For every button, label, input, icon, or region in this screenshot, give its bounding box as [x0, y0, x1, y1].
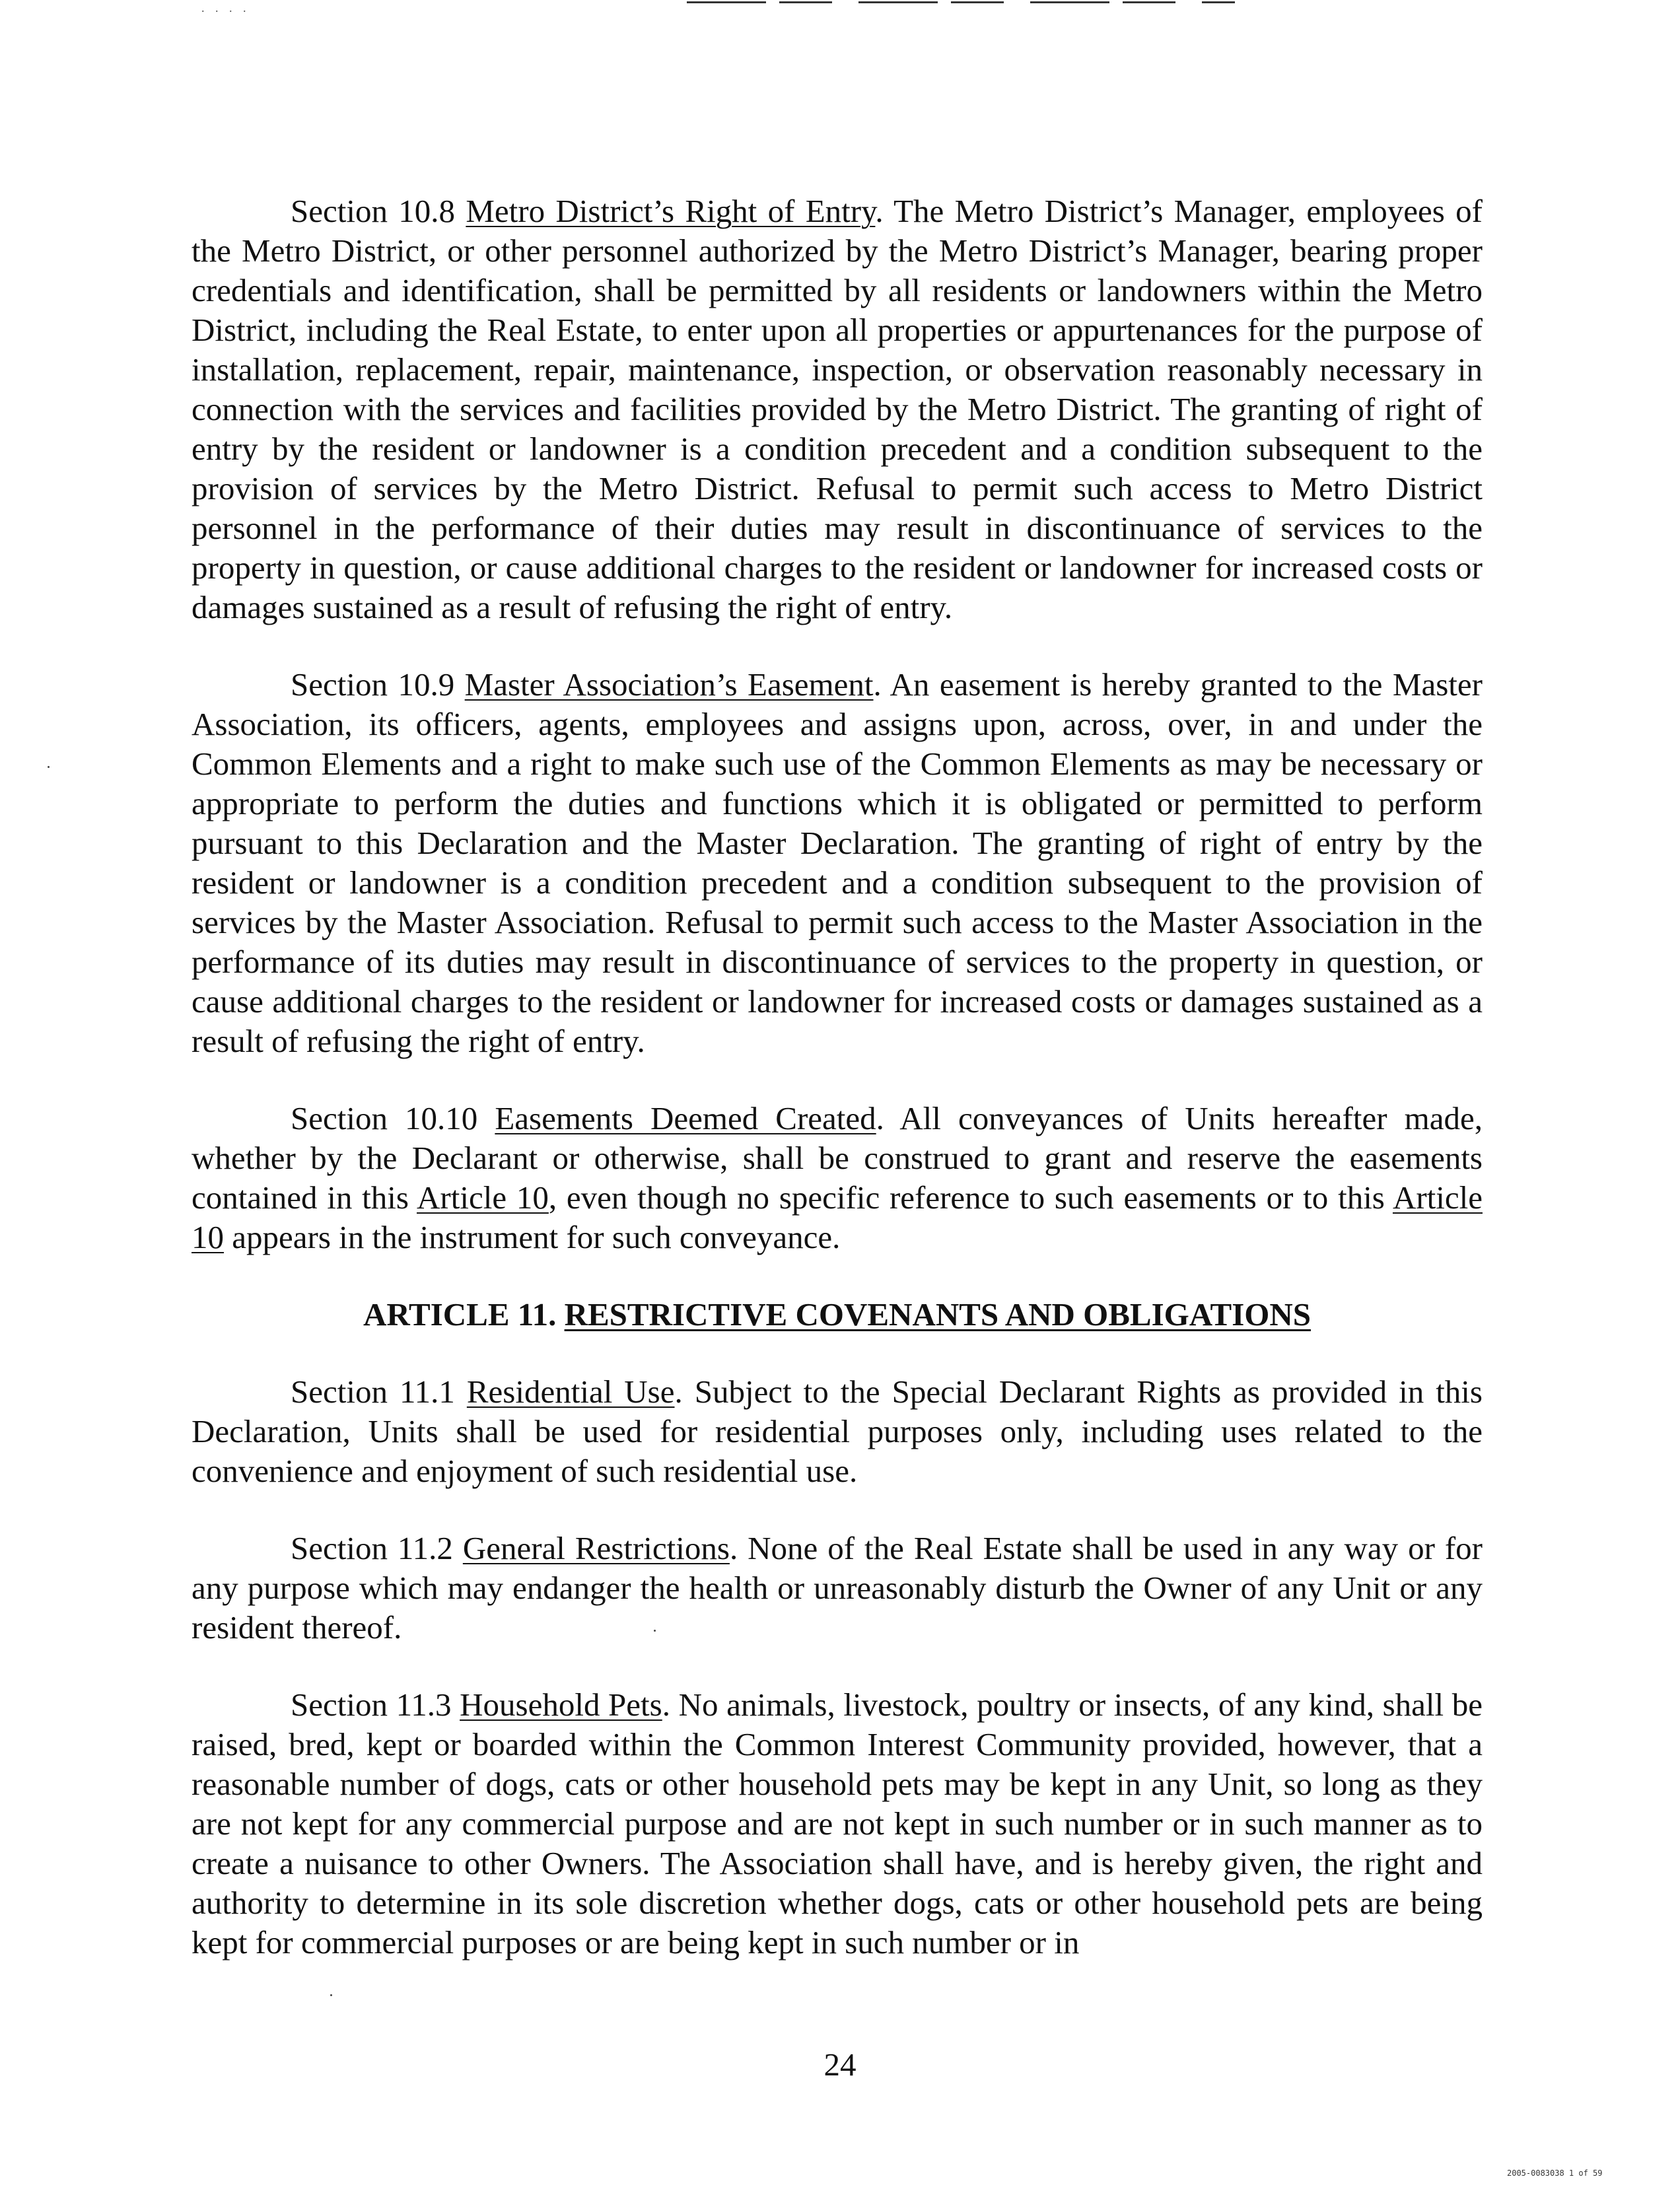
- document-body: [192, 191, 1483, 2000]
- section-11-1-title: Residential Use: [466, 1373, 675, 1410]
- section-11-1-body: . Subject to the Special Declarant Rights as provided in this Declaration, Units shall be used for residential purposes only, including uses related to the convenience and enjoyment of such residential use.: [192, 1373, 1483, 1489]
- scan-speck: [654, 1630, 656, 1632]
- section-10-9-title: Master Association’s Easement: [464, 666, 874, 703]
- section-10-10-body-1: . All conveyances of Units hereafter made, whether by the Declarant or otherwise, shall be construed to grant and reserve the easements contained in this: [192, 1100, 1483, 1216]
- scan-artifact-rule: [687, 1, 1235, 3]
- section-10-10: [192, 1099, 1483, 1257]
- section-10-8: [192, 191, 1483, 627]
- page-number: 24: [823, 2046, 857, 2083]
- section-11-3-title: Household Pets: [460, 1686, 662, 1723]
- scan-speck: [330, 1994, 332, 1996]
- recording-stamp: 2005-0083038 1 of 59: [1507, 2169, 1603, 2178]
- section-10-10-body-3: appears in the instrument for such conveyance.: [224, 1219, 841, 1255]
- section-10-9-body: . An easement is hereby granted to the Master Association, its officers, agents, employees and assigns upon, across, over, in and under the Common Elements and a right to make such use of the Common Elements as may be necessary or appropriate to perform the duties and functions which it is obligated or permitted to perform pursuant to this Declaration and the Master Declaration. The granting of right of entry by the resident or landowner is a condition precedent and a condition subsequent to the provision of services by the Master Association. Refusal to permit such access to the Master Association in the performance of its duties may result in discontinuance of services to the property in question, or cause additional charges to the resident or landowner for increased costs or damages sustained as a result of refusing the right of entry.: [192, 666, 1483, 1059]
- article-10-reference: Article 10: [417, 1179, 549, 1216]
- section-11-2-body: . None of the Real Estate shall be used in any way or for any purpose which may endanger the health or unreasonably disturb the Owner of any Unit or any resident thereof.: [192, 1530, 1483, 1646]
- section-10-8-prefix: Section 10.8: [291, 193, 466, 229]
- section-11-2: [192, 1529, 1483, 1648]
- article-11-prefix: ARTICLE 11.: [363, 1296, 565, 1333]
- section-10-8-title: Metro District’s Right of Entry: [466, 193, 876, 229]
- article-11-title: RESTRICTIVE COVENANTS AND OBLIGATIONS: [564, 1296, 1312, 1333]
- article-11-heading: [192, 1295, 1483, 1335]
- section-10-10-title: Easements Deemed Created: [495, 1100, 876, 1136]
- scan-speck: [48, 766, 50, 768]
- section-11-3-body: . No animals, livestock, poultry or insects, of any kind, shall be raised, bred, kept or boarded within the Common Interest Community provided, however, that a reasonable number of dogs, cats or other household pets may be kept in any Unit, so long as they are not kept for any commercial purpose and are not kept in such number or in such manner as to create a nuisance to other Owners. The Association shall have, and is hereby given, the right and authority to determine in its sole discretion whether dogs, cats or other household pets are being kept for commercial purposes or are being kept in such number or in: [192, 1686, 1483, 1961]
- section-11-3-prefix: Section 11.3: [291, 1686, 460, 1723]
- section-11-2-title: General Restrictions: [462, 1530, 730, 1566]
- section-10-10-prefix: Section 10.10: [291, 1100, 495, 1136]
- section-11-1-prefix: Section 11.1: [291, 1373, 467, 1410]
- section-11-3: [192, 1685, 1483, 1962]
- section-10-9: [192, 665, 1483, 1061]
- section-10-8-body: . The Metro District’s Manager, employees of the Metro District, or other personnel authorized by the Metro District’s Manager, bearing proper credentials and identification, shall be permitted by all residents or landowners within the Metro District, including the Real Estate, to enter upon all properties or appurtenances for the purpose of installation, replacement, repair, maintenance, inspection, or observation reasonably necessary in connection with the services and facilities provided by the Metro District. The granting of right of entry by the resident or landowner is a condition precedent and a condition subsequent to the provision of services by the Metro District. Refusal to permit such access to Metro District personnel in the performance of their duties may result in discontinuance of services to the property in question, or cause additional charges to the resident or landowner for increased costs or damages sustained as a result of refusing the right of entry.: [192, 193, 1483, 625]
- section-10-9-prefix: Section 10.9: [291, 666, 465, 703]
- section-11-1: [192, 1372, 1483, 1491]
- section-10-10-body-2: , even though no specific reference to such easements or to this: [548, 1179, 1393, 1216]
- scan-artifact-dots: . . . .: [201, 1, 250, 15]
- article-10-reference: Article 10: [192, 1179, 1483, 1255]
- section-11-2-prefix: Section 11.2: [291, 1530, 463, 1566]
